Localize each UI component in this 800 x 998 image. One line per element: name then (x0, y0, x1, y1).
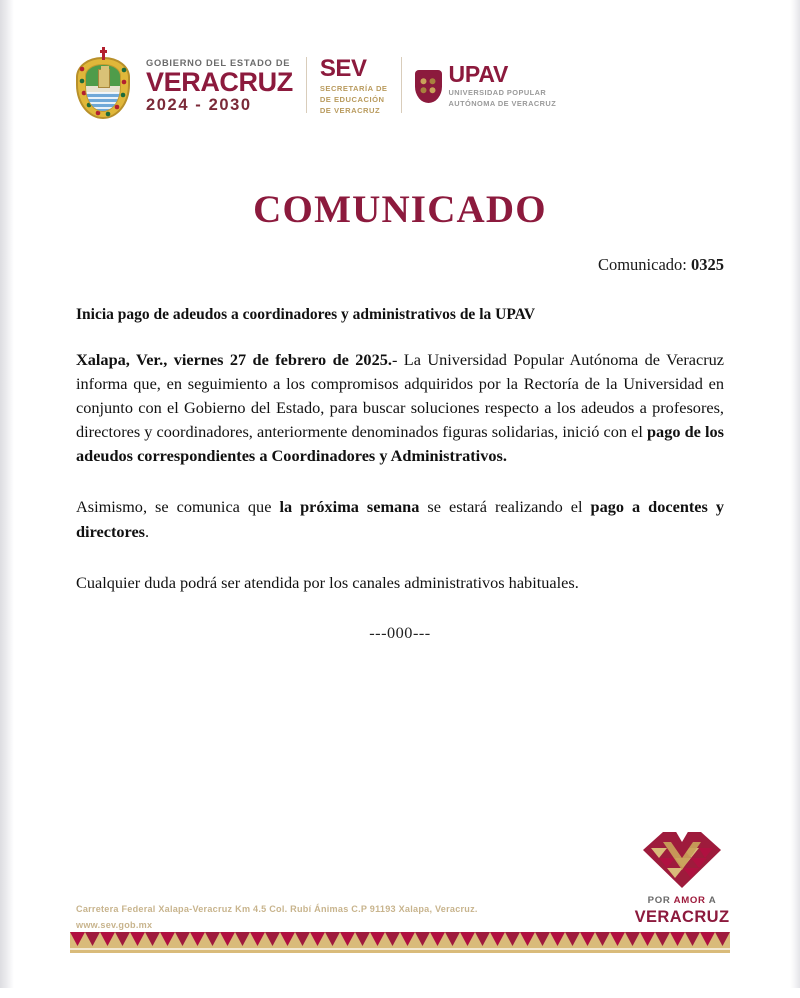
paragraph-2-bold-b: la próxima semana (279, 497, 420, 517)
paragraph-2-text-a: Asimismo, se comunica que (76, 497, 280, 517)
footer-address-line-1: Carretera Federal Xalapa-Veracruz Km 4.5 Col. Rubí Ánimas C.P 91193 Xalapa, Veracruz. (76, 904, 478, 914)
paragraph-2 (76, 495, 724, 543)
upav-subtitle-line-1: UNIVERSIDAD POPULAR (448, 87, 547, 97)
paragraph-1-bold: pago de los adeudos correspondientes a Coordinadores y Administrativos. (76, 422, 724, 466)
sev-logo (320, 54, 388, 116)
paragraph-3: Cualquier duda podrá ser atendida por los canales administrativos habituales. (76, 572, 579, 592)
chevron-heart-icon (639, 828, 725, 890)
gobierno-line-1: GOBIERNO DEL ESTADO DE (146, 57, 291, 68)
sev-acronym: SEV (319, 55, 367, 82)
upav-subtitle-line-2: AUTÓNOMA DE VERACRUZ (448, 98, 557, 108)
comunicado-number-label: Comunicado: (597, 255, 687, 274)
gobierno-estado-wordmark (146, 56, 293, 115)
page-edge-bottom (0, 988, 800, 998)
gobierno-line-2: VERACRUZ (146, 66, 293, 97)
emblem-tagline-pre: POR (647, 895, 674, 906)
footer-website[interactable]: www.sev.gob.mx (76, 919, 153, 930)
paragraph-1 (76, 348, 724, 469)
emblem-veracruz-word: VERACRUZ (634, 907, 730, 926)
paragraph-2-text-e: . (145, 521, 150, 541)
gobierno-line-3: 2024 - 2030 (146, 95, 252, 114)
document-header-logos (72, 46, 557, 124)
dateline: Xalapa, Ver., viernes 27 de febrero de 2025. (76, 349, 392, 369)
header-divider-1 (306, 57, 307, 113)
paragraph-2-text-c: se estará realizando el (419, 497, 591, 517)
sev-subtitle-line-3: DE VERACRUZ (319, 106, 381, 115)
footer-address (76, 902, 478, 934)
veracruz-coat-of-arms-icon (72, 47, 134, 123)
closing-mark: ---000--- (369, 622, 431, 642)
sev-subtitle-line-1: SECRETARÍA DE (319, 84, 388, 93)
paragraph-1-text: - La Universidad Popular Autónoma de Veracruz informa que, en seguimiento a los compromisos adquiridos por la Rectoría de la Universidad en conjunto con el Gobierno del Estado, para buscar soluciones respecto a los adeudos a profesores, directores y coordinadores, anteriormente denominados figuras solidarias, inició con el (76, 349, 724, 442)
emblem-tagline-accent: AMOR (673, 895, 706, 906)
upav-acronym: UPAV (448, 60, 509, 87)
page-edge-right-shadow (790, 0, 800, 998)
emblem-tagline (630, 895, 734, 907)
header-divider-2 (401, 57, 402, 113)
page-title: COMUNICADO (253, 188, 547, 231)
emblem-tagline-post: A (705, 895, 717, 906)
paragraph-2-bold-d: pago a docentes y directores (76, 497, 725, 541)
decorative-zigzag-ribbon (70, 932, 730, 954)
sev-subtitle-line-2: DE EDUCACIÓN (319, 95, 385, 104)
por-amor-a-veracruz-emblem (630, 828, 734, 926)
comunicado-number (76, 255, 724, 275)
document-headline: Inicia pago de adeudos a coordinadores y administrativos de la UPAV (76, 306, 536, 323)
document-body (76, 190, 724, 643)
upav-logo (415, 61, 557, 109)
comunicado-number-value: 0325 (691, 255, 724, 274)
upav-shield-icon (415, 70, 442, 103)
page-edge-left-shadow (0, 0, 14, 998)
